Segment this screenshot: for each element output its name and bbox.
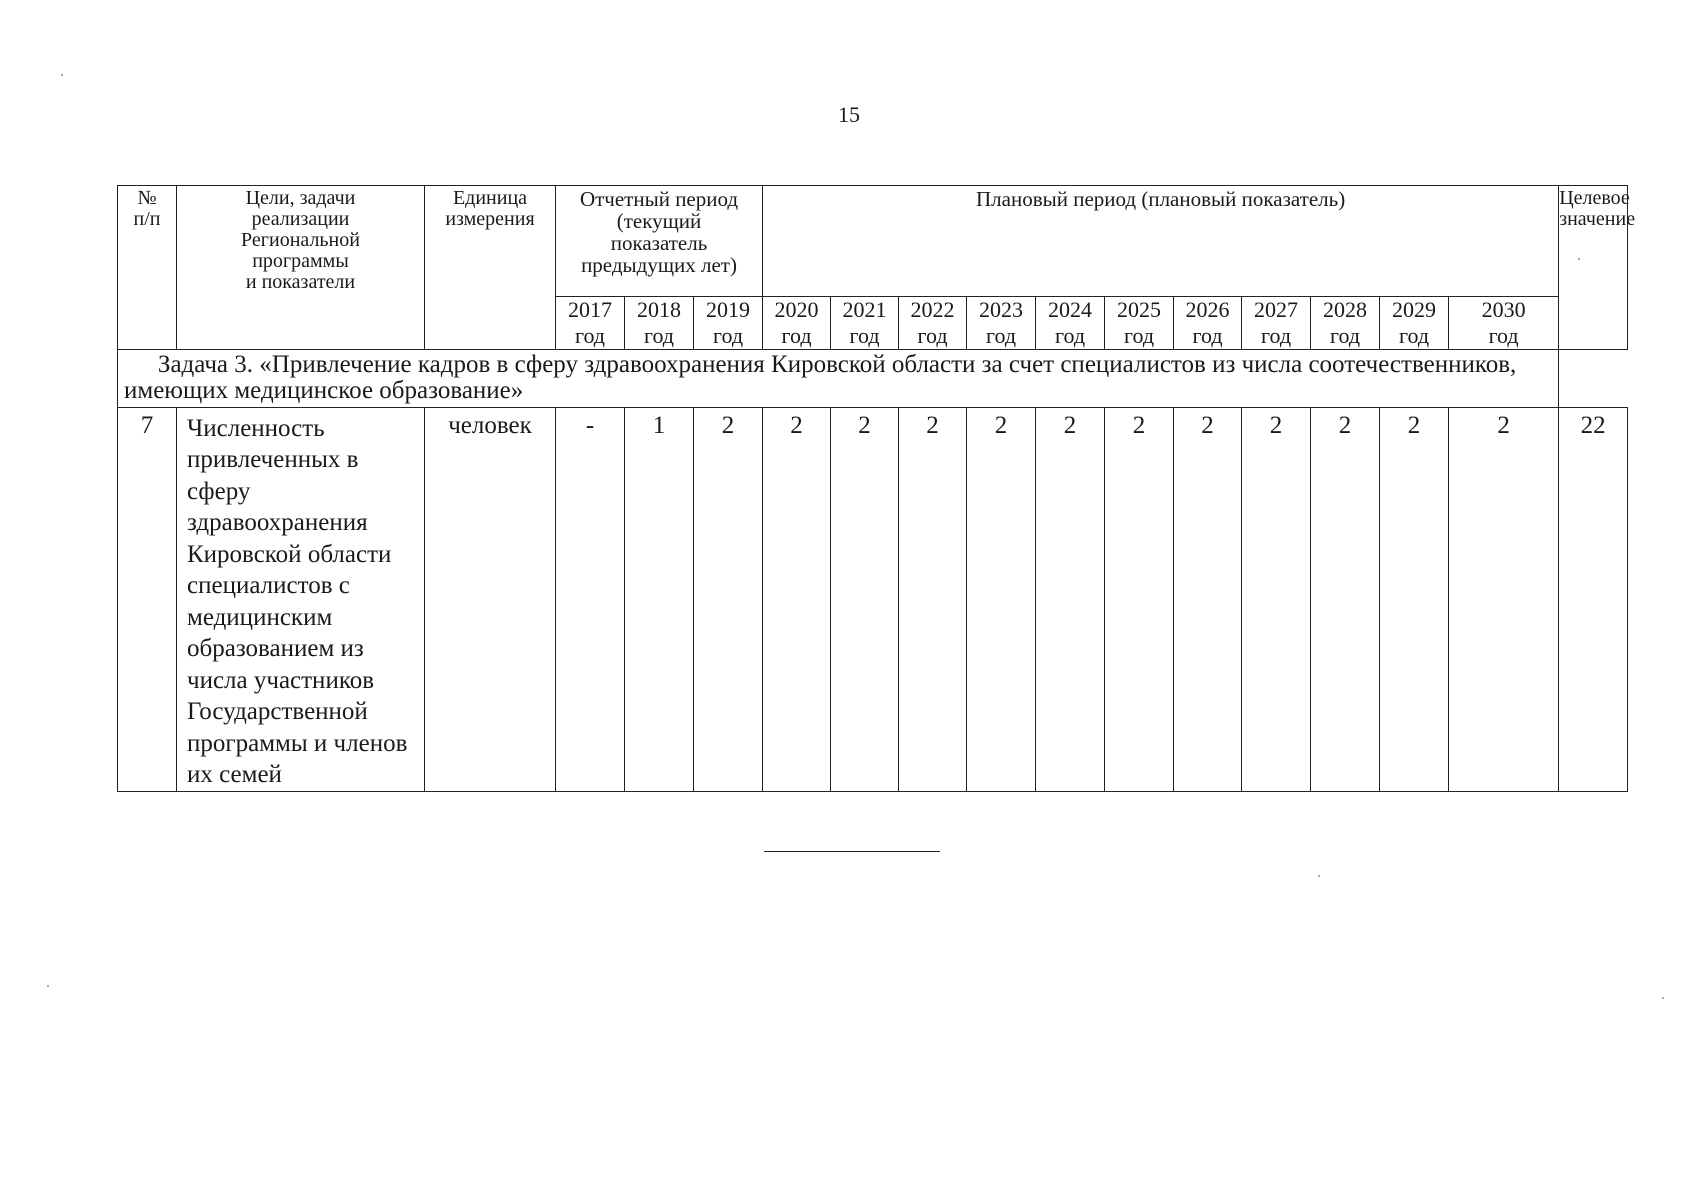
value-2028: 2 bbox=[1311, 407, 1380, 791]
value-2020: 2 bbox=[763, 407, 831, 791]
data-row bbox=[118, 407, 1628, 791]
indicator-name: Численность привлеченных в сферу здравоохранения Кировской области специалистов с медицинским образованием из числа участников Государственной программы и членов их семей bbox=[177, 407, 425, 791]
year-label: 2029 bbox=[1392, 297, 1437, 322]
footer-rule bbox=[764, 851, 940, 852]
scan-speck bbox=[1318, 875, 1320, 877]
year-header-2017 bbox=[556, 297, 625, 350]
task-text: Задача 3. «Привлечение кадров в сферу здравоохранения Кировской области за счет специалистов из числа соотечественников, имеющих медицинское образование» bbox=[118, 350, 1559, 408]
year-header-2021 bbox=[831, 297, 899, 350]
year-header-2029 bbox=[1380, 297, 1449, 350]
year-label: 2021 bbox=[842, 297, 887, 322]
year-header-2026 bbox=[1174, 297, 1242, 350]
value-2026: 2 bbox=[1174, 407, 1242, 791]
year-label: 2024 bbox=[1048, 297, 1093, 322]
year-label: 2027 bbox=[1254, 297, 1299, 322]
value-2023: 2 bbox=[967, 407, 1036, 791]
year-suffix: год bbox=[917, 323, 948, 348]
year-label: 2020 bbox=[774, 297, 819, 322]
year-label: 2025 bbox=[1117, 297, 1162, 322]
year-header-2027 bbox=[1242, 297, 1311, 350]
year-label: 2018 bbox=[637, 297, 681, 322]
planned-period-header: Плановый период (плановый показатель) bbox=[763, 186, 1559, 297]
year-suffix: год bbox=[1261, 323, 1292, 348]
value-2030: 2 bbox=[1449, 407, 1559, 791]
year-header-2020 bbox=[763, 297, 831, 350]
year-header-2030 bbox=[1449, 297, 1559, 350]
year-suffix: год bbox=[1330, 323, 1361, 348]
year-header-2025 bbox=[1105, 297, 1174, 350]
year-header-2018 bbox=[625, 297, 694, 350]
scan-speck bbox=[61, 74, 63, 76]
year-label: 2022 bbox=[910, 297, 955, 322]
year-header-2019 bbox=[694, 297, 763, 350]
year-label: 2026 bbox=[1185, 297, 1230, 322]
year-header-2023 bbox=[967, 297, 1036, 350]
year-suffix: год bbox=[1488, 323, 1519, 348]
value-2027: 2 bbox=[1242, 407, 1311, 791]
target-value: 22 bbox=[1559, 407, 1628, 791]
num-header: № п/п bbox=[118, 186, 177, 350]
task-row bbox=[118, 350, 1628, 408]
scan-speck bbox=[1662, 997, 1664, 999]
year-suffix: год bbox=[1192, 323, 1223, 348]
unit-value: человек bbox=[425, 407, 556, 791]
value-2024: 2 bbox=[1036, 407, 1105, 791]
year-label: 2023 bbox=[979, 297, 1024, 322]
value-2029: 2 bbox=[1380, 407, 1449, 791]
year-suffix: год bbox=[986, 323, 1017, 348]
value-2025: 2 bbox=[1105, 407, 1174, 791]
header-row bbox=[118, 186, 1628, 297]
reporting-period-header: Отчетный период (текущий показатель предыдущих лет) bbox=[556, 186, 763, 297]
value-2018: 1 bbox=[625, 407, 694, 791]
year-suffix: год bbox=[781, 323, 812, 348]
value-2022: 2 bbox=[899, 407, 967, 791]
year-header-2028 bbox=[1311, 297, 1380, 350]
year-suffix: год bbox=[643, 323, 675, 348]
value-2017: - bbox=[556, 407, 625, 791]
year-suffix: год bbox=[574, 323, 606, 348]
year-label: 2028 bbox=[1323, 297, 1368, 322]
target-header: Целевое значение bbox=[1559, 186, 1628, 350]
year-header-2024 bbox=[1036, 297, 1105, 350]
unit-header: Единица измерения bbox=[425, 186, 556, 350]
value-2019: 2 bbox=[694, 407, 763, 791]
goals-header: Цели, задачи реализации Региональной программы и показатели bbox=[177, 186, 425, 350]
year-label: 2030 bbox=[1481, 297, 1526, 322]
indicators-table bbox=[117, 185, 1636, 792]
page-number: 15 bbox=[838, 102, 860, 127]
scan-speck bbox=[47, 985, 49, 987]
value-2021: 2 bbox=[831, 407, 899, 791]
year-label: 2017 bbox=[568, 297, 612, 322]
year-suffix: год bbox=[849, 323, 880, 348]
scan-speck bbox=[1578, 258, 1580, 260]
year-label: 2019 bbox=[706, 297, 751, 322]
row-number: 7 bbox=[118, 407, 177, 791]
year-suffix: год bbox=[1399, 323, 1430, 348]
year-suffix: год bbox=[1055, 323, 1086, 348]
year-suffix: год bbox=[1124, 323, 1155, 348]
year-suffix: год bbox=[712, 323, 744, 348]
year-header-2022 bbox=[899, 297, 967, 350]
